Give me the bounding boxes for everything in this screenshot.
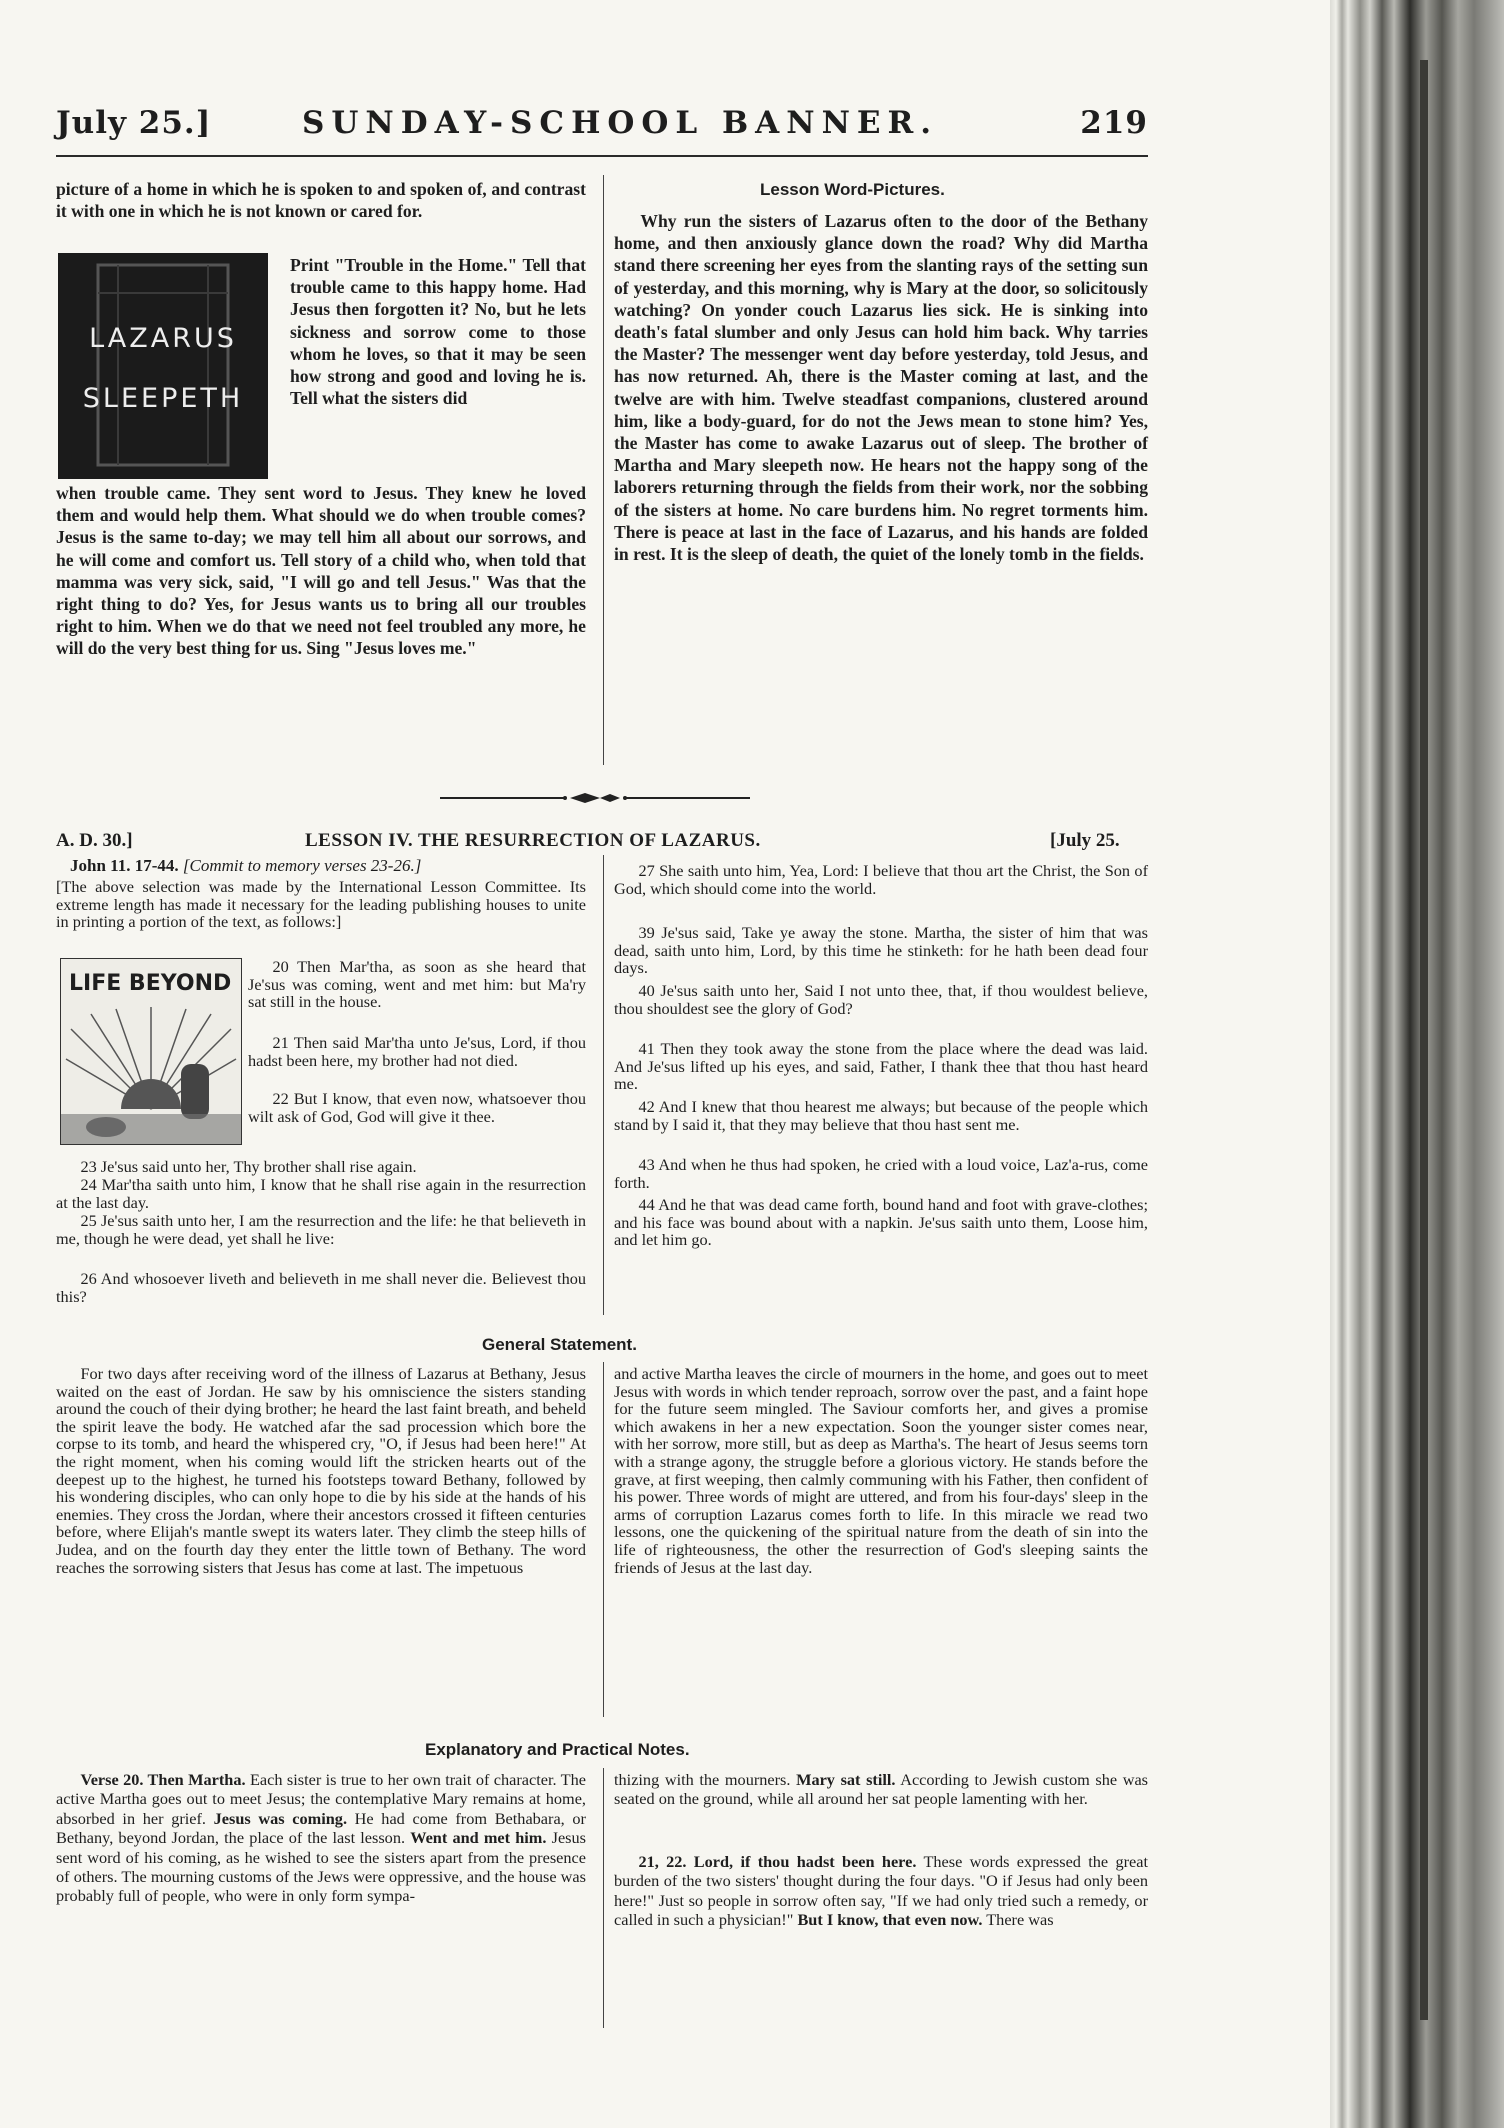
note-v21-a: These words expressed the great burden of the two sisters' thought during the four days. "O if Jesus had only been here!" Just so people in sorrow often say, "If we had only tried such a remedy, or called in such a physician!" [614,1852,1148,1930]
verse-20: 20 Then Mar'tha, as soon as she heard that Je'sus was coming, went and met him: but Ma'ry sat still in the house. [248,957,586,1012]
lesson-reference: John 11. 17-44. [70,856,179,875]
note-v20-d: Went and met him. [410,1828,547,1848]
woodcut-line-1: LAZARUS [89,323,237,354]
column-rule-general [603,1362,604,1717]
column-rule-top [603,175,604,765]
column-rule-notes [603,1768,604,2028]
general-statement-right: and active Martha leaves the circle of mourners in the home, and goes out to meet Jesus with words in which tender reproach, sorrow over the past, and a faint hope for the future seem mingled. The Saviour comforts her, and gives a promise which awakens in her a new expectation. Soon the younger sister comes near, with her sorrow, more still, but as deep as Martha's. The heart of Jesus seems torn with a strange agony, the struggle before a glorious victory. He stands before the grave, at first weeping, then calmly communing with his Father, then confident of his power. Three words of might are uttered, and from his four-days' sleep in the arms of corruption Lazarus comes forth to life. In this miracle we read two lessons, one the quickening of the spiritual nature from the death of sin into the life of righteousness, the other the resurrection of God's sleeping saints the friends of Jesus at the last day. [614,1364,1148,1577]
general-statement-left: For two days after receiving word of the illness of Lazarus at Bethany, Jesus waited on the east of Jordan. He saw by his omniscience the sisters standing around the couch of their dying brother; he heard the last faint breath, and beheld the spirit leave the body. He watched afar the sad procession which bore the corpse to its tomb, and heard the whispered cry, "O, if Jesus had been here!" At the right moment, when his coming would lift the stricken hearts out of the deepest up to the highest, he turned his footsteps toward Bethany, followed by his wondering disciples, who can only hope to die by his side at the hands of his enemies. They cross the Jordan, where their ancestors crossed it fifteen centuries before, where Elijah's mantle swept its waters later. They climb the steep hills of Judea, and on the fourth day they enter the little town of Bethany. The word reaches the sorrowing sisters that Jesus has come at last. The impetuous [56,1364,586,1577]
note-v20-b: Jesus was coming. [213,1808,348,1828]
lesson-reference-line [70,856,590,876]
ornament-divider [440,790,750,806]
header-title: SUNDAY-SCHOOL BANNER. [302,105,939,141]
woodcut-line-2: SLEEPETH [82,383,244,414]
book-page-edges [1330,0,1504,2128]
verse-23: 23 Je'sus said unto her, Thy brother shall rise again. [80,1157,417,1176]
verse-41: 41 Then they took away the stone from the place where the dead was laid. And Je'sus lifted up his eyes, and said, Father, I thank thee that thou hast heard me. [614,1039,1148,1094]
note-v21-b: But I know, that even now. [797,1910,983,1930]
note-v20-e: Jesus sent word of his coming, as he wished to see the sisters apart from the presence of others. The mourning customs of the Jews were oppressive, and the house was probably full of people, who were in only form sympa- [56,1828,587,1906]
verse-26: 26 And whosoever liveth and believeth in me shall never die. Believest thou this? [56,1269,586,1306]
column-rule-lesson [603,855,604,1315]
running-header [56,105,1148,157]
verse-40: 40 Je'sus saith unto her, Said I not unto thee, that, if thou wouldest believe, thou shouldest see the glory of God? [614,981,1148,1018]
verse-43: 43 And when he thus had spoken, he cried with a loud voice, Laz'a-rus, come forth. [614,1155,1148,1192]
note-v20-lead: Verse 20. Then Martha. [80,1770,246,1789]
general-statement-heading: General Statement. [482,1335,637,1354]
note-v20-c: He had come from Bethabara, or Bethany, beyond Jordan, the place of the last lesson. [56,1808,586,1848]
word-pictures-heading: Lesson Word-Pictures. [760,180,945,199]
lesson-title: LESSON IV. THE RESURRECTION OF LAZARUS. [305,830,761,851]
verse-24: 24 Mar'tha saith unto him, I know that he shall rise again in the resurrection at the last day. [56,1175,586,1212]
header-date: July 25.] [56,105,212,141]
lesson-note: [The above selection was made by the International Lesson Committee. Its extreme length has made it necessary for the leading publishing houses to unite in printing a portion of the text, as follows:] [56,877,586,932]
beside-woodcut-text: Print "Trouble in the Home." Tell that trouble came to this happy home. Had Jesus then forgotten it? No, but he lets sickness and sorrow come to those whom he loves, so that it may be seen how strong and good and loving he is. Tell what the sisters did [290,255,586,409]
woodcut-shading [58,253,268,479]
note-right-c: According to Jewish custom she was seated on the ground, while all around her sat people lamenting with her. [614,1770,1149,1809]
notes-right-2 [614,1852,1148,1930]
note-v20-a: Each sister is true to her own trait of character. The active Martha goes out to meet Jesus; the contemplative Mary remains at home, absorbed in her grief. [56,1770,586,1828]
after-woodcut-text: when trouble came. They sent word to Jesus. They knew he loved them and would help them. What should we do when trouble comes? Jesus is the same to-day; we may tell him all about our sorrows, and he will come and comfort us. Tell story of a child who, when told that mamma was very sick, said, "I will go and tell Jesus." Was that the right thing to do? Yes, for Jesus wants us to bring all our troubles right to him. When we do that we need not feel troubled any more, he will do the very best thing for us. Sing "Jesus loves me." [56,483,586,659]
word-pictures-text: Why run the sisters of Lazarus often to the door of the Bethany home, and then anxiously glance down the road? Why did Martha stand there screening her eyes from the slanting rays of the setting sun of yesterday, and this morning, why is Mary at the door, so solicitously watching? On yonder couch Lazarus lies sick. He is sinking into death's fatal slumber and only Jesus can hold him back. Why tarries the Master? The messenger went day before yesterday, told Jesus, and has now returned. Ah, there is the Master coming at last, and the twelve are with him. Twelve steadfast companions, clustered around him, like a body-guard, for do not the Jews mean to stone him? Yes, the Master has come to awake Lazarus out of sleep. The brother of Martha and Mary sleepeth now. He hears not the happy song of the laborers returning through the fields from their work, nor the sobbing of the sisters at home. No care burdens him. No regret torments him. There is peace at last in the face of Lazarus, and his hands are folded in rest. It is the sleep of death, the quiet of the lonely tomb in the fields. [614,211,1148,565]
lazarus-sleepeth-woodcut [58,253,268,479]
verse-42: 42 And I knew that thou hearest me always; but because of the people which stand by I said it, that they may believe that thou hast sent me. [614,1097,1148,1134]
life-beyond-woodcut [60,958,242,1145]
verse-27: 27 She saith unto him, Yea, Lord: I believe that thou art the Christ, the Son of God, which should come into the world. [614,861,1148,898]
page-number: 219 [1080,105,1148,141]
verse-25: 25 Je'sus saith unto her, I am the resurrection and the life: he that believeth in me, though he were dead, yet shall he live: [56,1211,586,1248]
note-v21-c: There was [986,1910,1054,1930]
verse-44: 44 And he that was dead came forth, bound hand and foot with grave-clothes; and his face was bound about with a napkin. Je'sus saith unto them, Loose him, and let him go. [614,1195,1148,1250]
notes-right-1 [614,1770,1148,1809]
lesson-ad: A. D. 30.] [56,830,133,851]
memory-verses: [Commit to memory verses 23-26.] [182,856,422,875]
life-beyond-title: LIFE BEYOND [69,971,232,996]
page-edge-shadow [1420,60,1428,2020]
top-intro: picture of a home in which he is spoken to and spoken of, and contrast it with one in which he is not known or cared for. [56,179,586,222]
note-right-b: Mary sat still. [796,1770,896,1789]
note-v21-lead: 21, 22. Lord, if thou hadst been here. [638,1852,917,1871]
verse-39: 39 Je'sus said, Take ye away the stone. Martha, the sister of him that was dead, saith unto him, Lord, by this time he stinketh: for he hath been dead four days. [614,923,1148,978]
verse-22: 22 But I know, that even now, whatsoever thou wilt ask of God, God will give it thee. [248,1089,586,1126]
note-right-a: thizing with the mourners. [614,1770,791,1789]
verse-21: 21 Then said Mar'tha unto Je'sus, Lord, if thou hadst been here, my brother had not died. [248,1033,586,1070]
notes-left [56,1770,586,1906]
lesson-date: [July 25. [1050,830,1120,851]
notes-heading: Explanatory and Practical Notes. [425,1740,690,1759]
